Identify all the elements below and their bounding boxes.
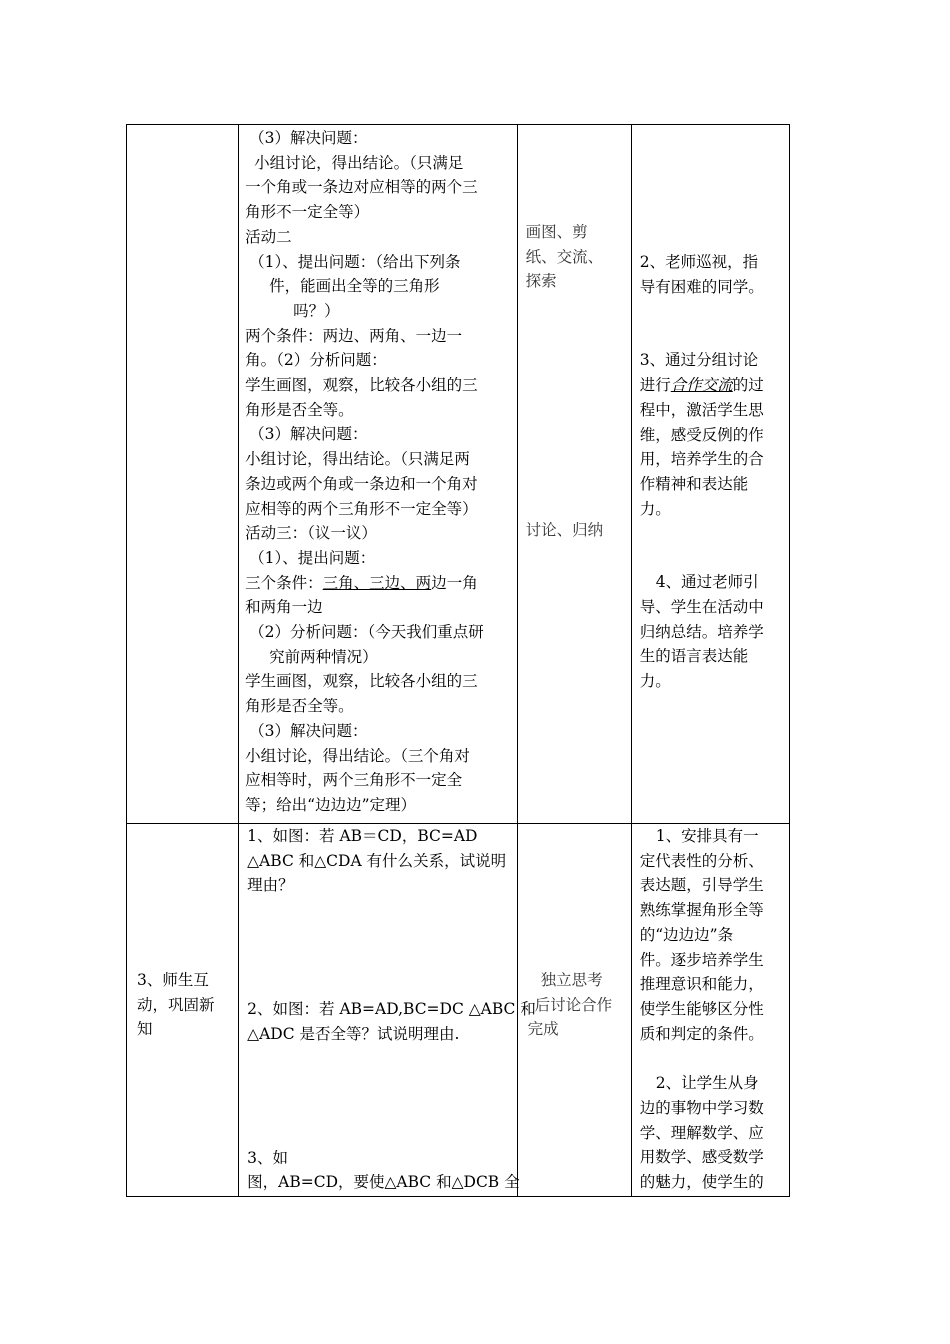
emphasis-text: 合作交流 [670,376,733,395]
lesson-plan-table [126,124,790,1197]
text-line: 吗？） [293,301,340,320]
text-line: 进行合作交流的过 [639,376,764,395]
text-line: 推理意识和能力， [639,975,764,994]
text-line: （1）、提出问题： [249,548,376,567]
text-line: 用，培养学生的合 [639,450,764,469]
text-line: 角形是否全等。 [245,400,354,419]
text-line: 一个角或一条边对应相等的两个三 [245,178,478,197]
text-line: 学、理解数学、应 [639,1123,764,1142]
text-line: 用数学、感受数学 [639,1148,764,1167]
activity-content-cell [239,125,517,824]
text-line: 究前两种情况） [269,647,378,666]
text-line: 力。 [639,672,671,691]
text-line: 纸、交流、 [525,247,604,266]
text-line: 使学生能够区分性 [639,999,764,1018]
text-line: 定代表性的分析、 [639,851,764,870]
text-line: 应相等时，两个三角形不一定全 [245,771,463,790]
stage-cell [127,824,239,1197]
text-line: △ADC 是否全等？试说明理由. [247,1024,460,1043]
text-line: 3、如 [247,1148,289,1167]
text-line: （3）解决问题： [249,721,368,740]
stage-cell-empty [127,125,239,824]
text-line: 导有困难的同学。 [639,277,764,296]
text-line: 独立思考 [540,970,603,989]
text-line: 小组讨论，得出结论。（只满足 [254,153,464,172]
text-line-underlined: 三个条件：三角、三边、两边一角 [245,573,478,592]
text-line: 件。逐步培养学生 [639,950,764,969]
text-line: 作精神和表达能 [639,474,749,493]
text-line: 图，AB=CD，要使△ABC 和△DCB 全 [247,1173,520,1192]
text-line: 学生画图，观察，比较各小组的三 [245,376,478,395]
text-line: 熟练掌握角形全等 [639,901,764,920]
table-row [127,824,790,1197]
text-line: 小组讨论，得出结论。（三个角对 [245,746,470,765]
text-line: 后讨论合作 [534,995,613,1014]
intent-cell [631,824,789,1197]
text-line: 4、通过老师引 [655,573,759,592]
text-line: 导、学生在活动中 [639,598,764,617]
text-line: 学生画图，观察，比较各小组的三 [245,672,478,691]
text-line: 角。（2）分析问题： [245,351,387,370]
text-line: 2、老师巡视，指 [639,253,759,271]
method-cell [517,125,631,824]
text-line: 的魅力，使学生的 [639,1173,764,1192]
text-line: 条边或两个角或一条边和一个角对 [245,474,478,493]
text-line: 件，能画出全等的三角形 [269,277,440,296]
text-line: 维，感受反例的作 [639,425,764,444]
table-row [127,125,790,824]
text-line: 和两角一边 [245,598,323,617]
text-line: 讨论、归纳 [525,521,604,540]
text-line: 表达题，引导学生 [639,876,764,895]
text-line: 生的语言表达能 [639,647,749,666]
text-line: 2、如图：若 AB=AD,BC=DC △ABC 和 [247,1000,536,1019]
text-line: 动，巩固新 [137,995,215,1014]
text-line: 1、安排具有一 [655,827,759,845]
text-line: 应相等的两个三角形不一定全等） [245,499,478,518]
text-line: （1）、提出问题：（给出下列条 [249,252,461,271]
method-cell [517,824,631,1197]
text-line: 程中，激活学生思 [639,400,764,419]
text-line: 的“边边边”条 [639,925,734,944]
text-line: 知 [137,1020,153,1039]
text-line: 等；给出“边边边”定理） [245,795,417,814]
text-line: 归纳总结。培养学 [639,622,764,641]
text-line: 理由？ [247,876,294,895]
text-line: 活动二 [245,227,292,246]
text-line: 画图、剪 [525,223,588,241]
text-line: 1、如图：若 AB＝CD，BC=AD [247,827,478,845]
text-line: 活动三：（议一议） [245,524,377,543]
intent-cell [631,125,789,824]
exercise-cell [239,824,536,1197]
text-line: （3）解决问题： [249,129,368,147]
text-line: 力。 [639,499,671,518]
text-line: 角形是否全等。 [245,697,354,716]
text-line: 两个条件：两边、两角、一边一 [245,326,463,345]
text-line: 2、让学生从身 [655,1074,759,1093]
text-line: （2）分析问题：（今天我们重点研 [249,623,484,642]
text-line: 探索 [525,272,557,291]
text-line: 边的事物中学习数 [639,1099,764,1118]
text-line: 3、师生互 [137,970,209,989]
text-line: 角形不一定全等） [245,203,370,222]
text-line: 质和判定的条件。 [639,1024,764,1043]
text-line: （3）解决问题： [249,425,368,444]
text-line: 完成 [527,1020,559,1039]
text-line: 3、通过分组讨论 [639,351,759,370]
text-line: △ABC 和△CDA 有什么关系，试说明 [247,851,507,870]
text-line: 小组讨论，得出结论。（只满足两 [245,450,470,469]
